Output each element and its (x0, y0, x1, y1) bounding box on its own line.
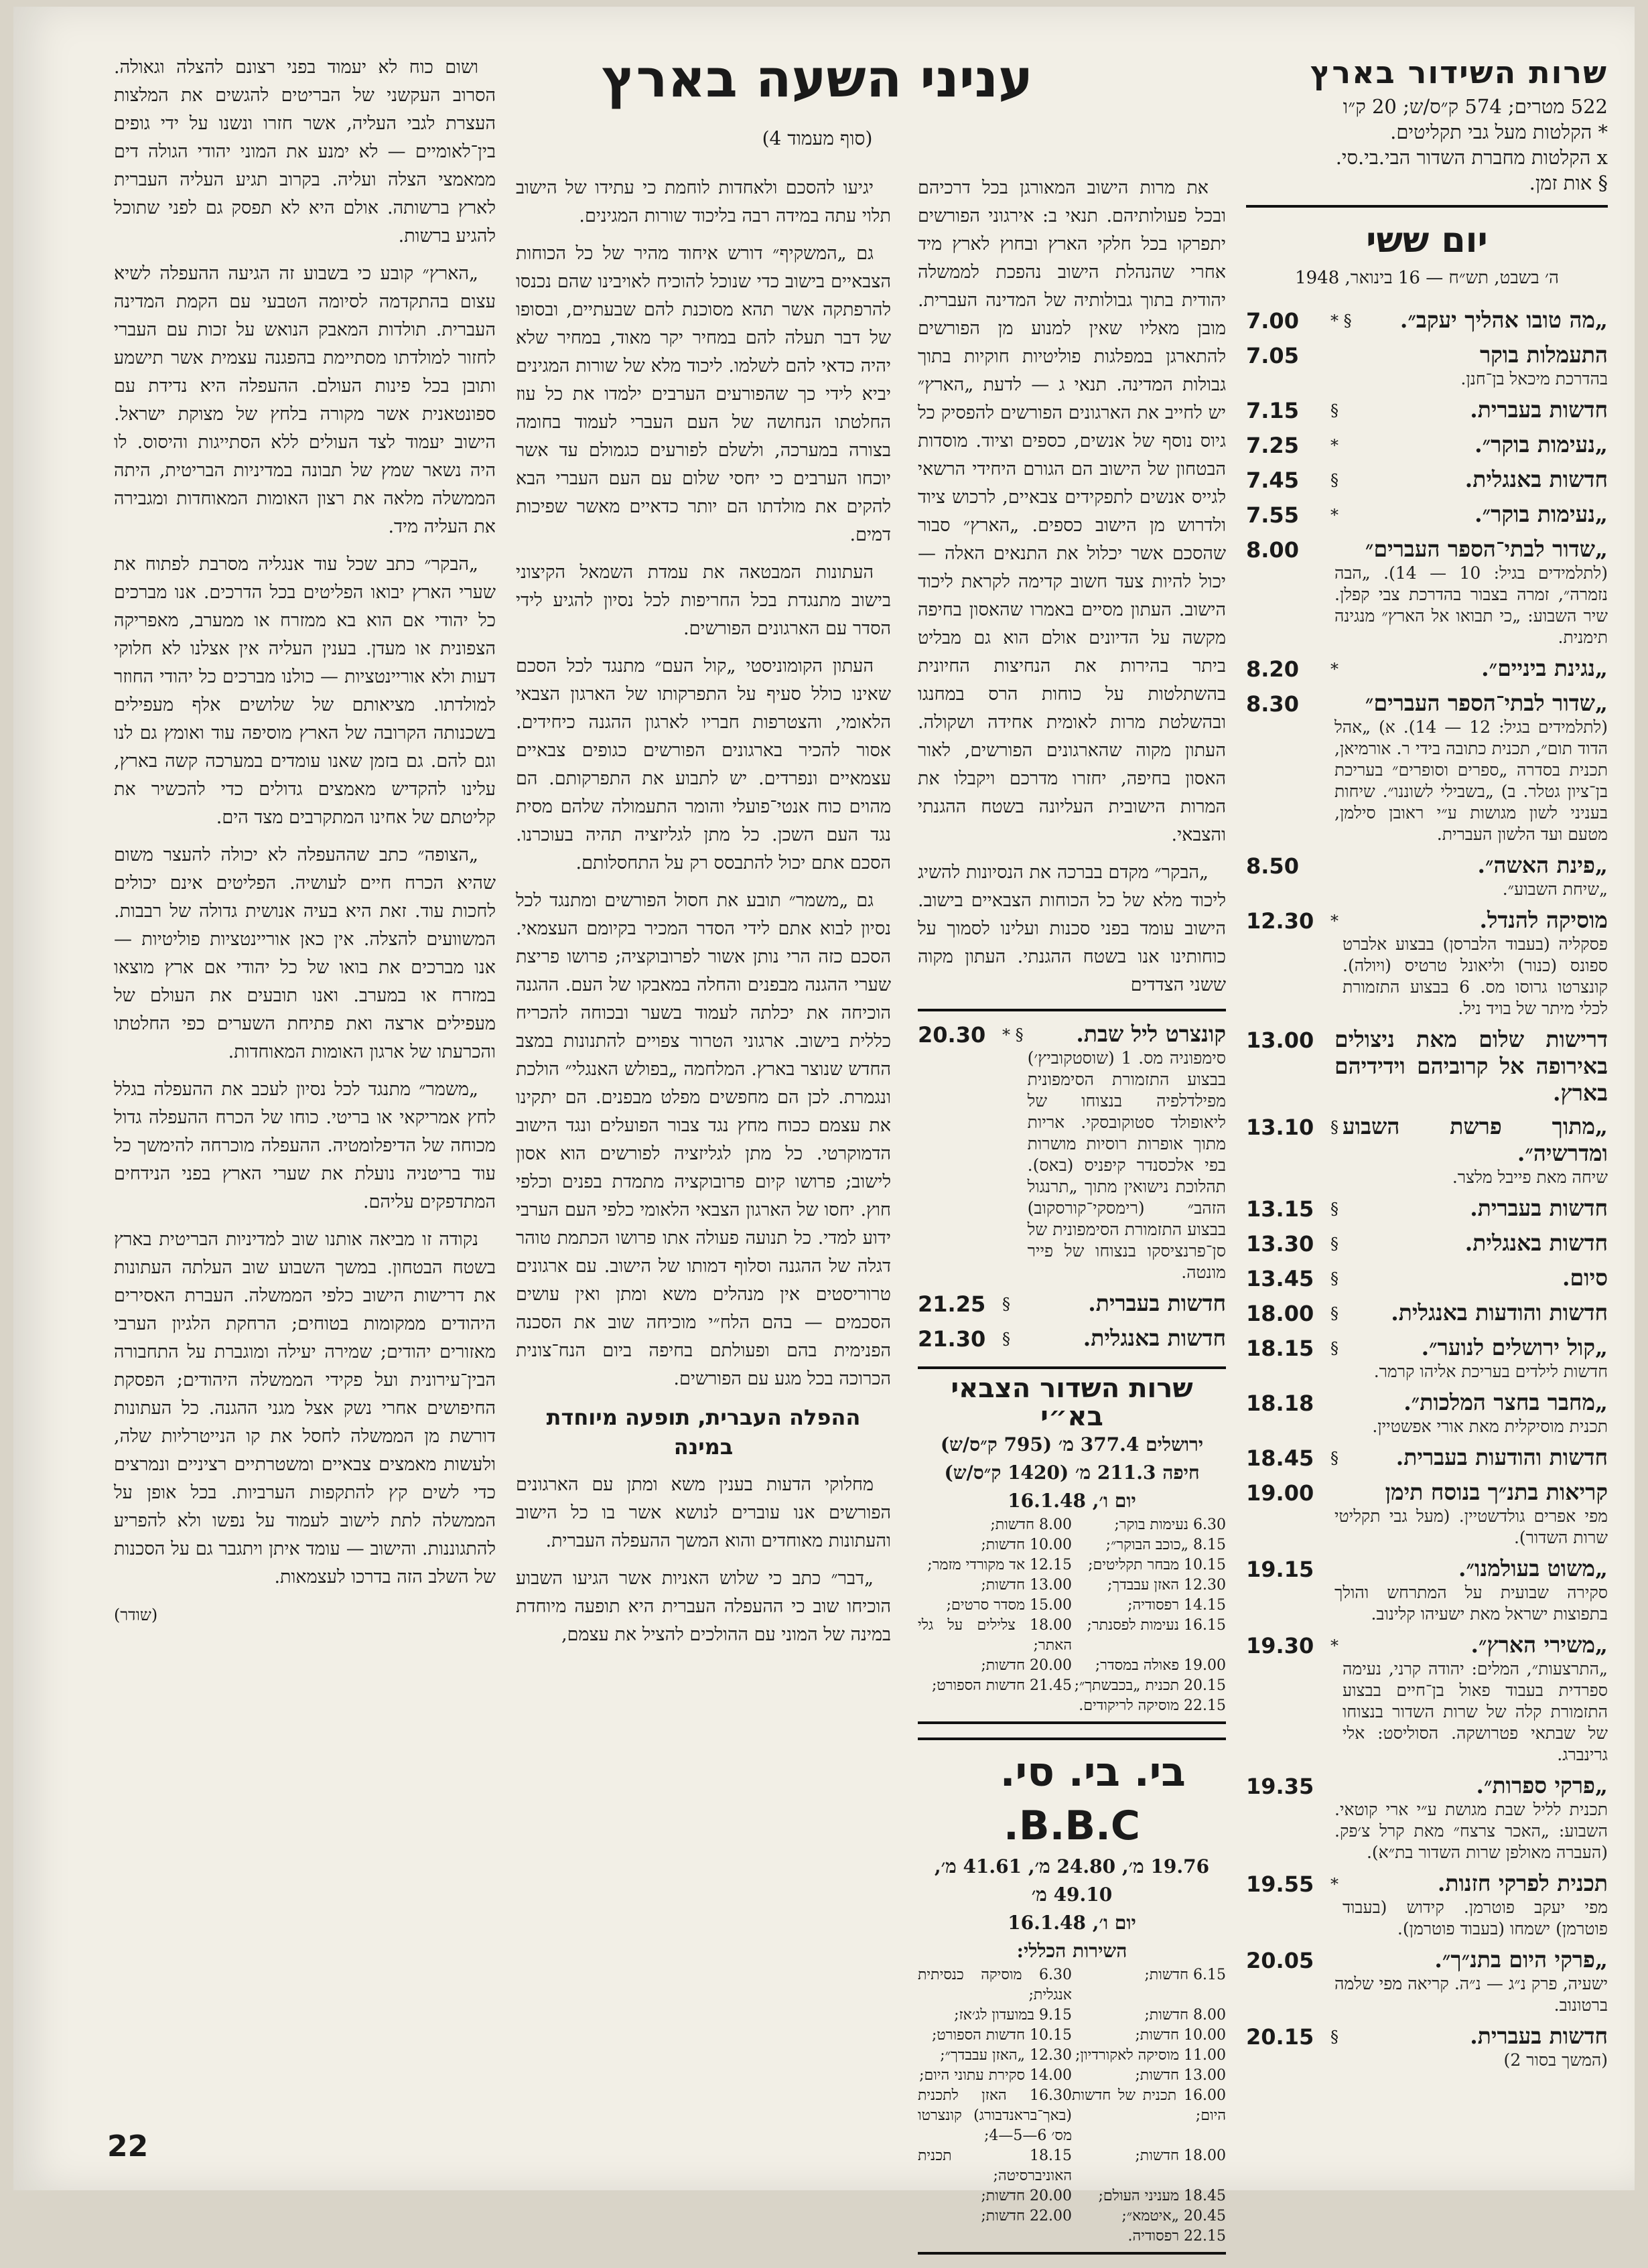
schedule-row (918, 2086, 1226, 2146)
schedule-item (1246, 1946, 1608, 2016)
program-desc: בהדרכת מיכאל בן־חנן. (1460, 369, 1608, 388)
program-marker-icon: § (1330, 2028, 1338, 2046)
schedule-cell: 6.30 מוסיקה כנסיתית אנגלית; (918, 1967, 1072, 2003)
program-time: 7.15 (1246, 398, 1299, 423)
schedule-item (1246, 1230, 1608, 1258)
schedule-cell: 20.00 חדשות; (981, 2188, 1072, 2204)
schedule-cell: 10.15 מבחר תקליטים; (1088, 1557, 1226, 1573)
program-desc: תכנית מוסיקלית מאת אורי אפשטיין. (1372, 1417, 1608, 1436)
program-marker-icon: * (1330, 1875, 1338, 1894)
schedule-cell: 18.45 מעניני העולם; (1098, 2188, 1226, 2204)
magazine-page (13, 7, 1635, 2245)
program-desc: (המשך בסור 2) (1503, 2050, 1608, 2070)
time-signal-icon: § (1002, 1330, 1010, 1348)
army-radio-haifa: חיפה 211.3 מ׳ (1420 ק״ס/ש) (944, 1462, 1200, 1484)
program-time: 18.18 (1246, 1391, 1314, 1416)
schedule-cell: 9.15 במועדון לג׳אז; (954, 2007, 1072, 2024)
schedule-row (918, 1575, 1226, 1596)
army-radio-date: יום ו׳, 16.1.48 (1008, 1490, 1136, 1512)
program-marker-icon: § (1330, 1269, 1338, 1288)
program-desc: מפי יעקב פוטרמן. קידוש (בעבוד פוטרמן) ישמחו (בעבוד פוטרמן). (1343, 1898, 1608, 1938)
bbc-service: השירות הכללי: (1016, 1940, 1127, 1962)
program-title: „פינת האשה״. (1477, 852, 1608, 878)
schedule-cell: 16.00 תכנית של חדשות היום; (1072, 2087, 1226, 2124)
program-time: 12.30 (1246, 908, 1314, 934)
bbc-date: יום ו׳, 16.1.48 (1008, 1912, 1136, 1934)
schedule-item (1246, 690, 1608, 845)
article-column-1 (918, 174, 1226, 2268)
program-time: 8.30 (1246, 691, 1299, 717)
program-marker-icon: § (1330, 1449, 1338, 1468)
program-time: 20.15 (1246, 2024, 1314, 2050)
bbc-frequency: 19.76 מ׳, 24.80 מ׳, 41.61 מ׳, 49.10 מ׳ (934, 1855, 1210, 1906)
schedule-row (918, 1535, 1226, 1555)
divider (1246, 205, 1608, 208)
program-time: 13.10 (1246, 1115, 1314, 1140)
program-title: „נגינת ביניים״. (1481, 655, 1608, 681)
schedule-cell: 16.15 נעימות לפסנתר; (1087, 1617, 1226, 1634)
schedule-cell: 8.15 „כוכב הבוקר״; (1105, 1537, 1226, 1553)
program-title: „נעימות בוקר״. (1474, 501, 1608, 527)
program-title: חדשות באנגלית. (1464, 1230, 1608, 1256)
schedule-cell: 12.30 האזן עבבדך; (1107, 1577, 1226, 1593)
divider (918, 1009, 1226, 1011)
program-title: „פרקי ספרות״. (1476, 1772, 1608, 1798)
program-time: 13.15 (1246, 1196, 1314, 1222)
schedule-cell (918, 1696, 1072, 1716)
paragraph: „דבר״ כתב כי שלוש האניות אשר הגיעו השבוע הוכיחו שוב כי ההעפלה העברית היא תופעה מיוחדת במינה של המוני עם ההולכים להציל את עצמם, (516, 1568, 891, 1645)
listing-title: חדשות בעברית. (1088, 1290, 1226, 1316)
program-time: 8.50 (1246, 853, 1299, 879)
schedule-item (1246, 1299, 1608, 1328)
schedule-item (1246, 1555, 1608, 1625)
schedule-row (918, 1965, 1226, 2005)
schedule-cell: 22.15 מוסיקה לריקודים. (1079, 1697, 1226, 1714)
program-title: „קול ירושלים לנוער״. (1421, 1334, 1608, 1360)
army-radio-box (918, 1366, 1226, 1724)
schedule-row (918, 2226, 1226, 2247)
date-line: ה׳ בשבט, תש״ח — 16 בינואר, 1948 (1295, 268, 1559, 288)
schedule-cell: 20.15 תכנית „בכבשתך״; (1074, 1677, 1226, 1694)
program-time: 13.45 (1246, 1266, 1314, 1291)
program-title: חדשות בעברית. (1470, 1195, 1608, 1221)
program-marker-icon: * (1330, 912, 1338, 930)
schedule-item (1246, 1265, 1608, 1293)
schedule-row (918, 1696, 1226, 1716)
schedule-cell: 16.30 האזן לתכנית (באך־בראנדבורג) קונצרטו מס׳ 6—5—4; (918, 2087, 1072, 2144)
schedule-row (918, 2146, 1226, 2186)
program-time: 18.00 (1246, 1301, 1314, 1326)
page-number: 22 (107, 2129, 149, 2164)
program-time: 7.05 (1246, 343, 1299, 368)
listing-title: חדשות באנגלית. (1083, 1325, 1226, 1351)
program-desc: פסקליה (בעבוד הלברסן) בבצוע אלברט ספונס (כנור) וליאונל טרטיס (ויולה). קונצרטו גרוסו מס. 6 בבצוע התזמורת לכלי מיתר של בויד ניל. (1343, 934, 1608, 1018)
program-time: 18.15 (1246, 1336, 1314, 1361)
schedule-row (918, 2186, 1226, 2206)
program-marker-icon: § (1330, 471, 1338, 490)
bbc-schedule (918, 1965, 1226, 2247)
listing (918, 1290, 1226, 1318)
program-time: 13.30 (1246, 1231, 1314, 1257)
program-title: „פרקי היום בתנ״ך״. (1434, 1946, 1608, 1973)
program-title: „שדור לבתי־הספר העברים״ (1365, 536, 1608, 562)
program-title: „משירי הארץ״. (1470, 1632, 1608, 1658)
program-title: חדשות והודעות בעברית. (1395, 1444, 1608, 1470)
schedule-item (1246, 466, 1608, 494)
schedule-cell: 8.00 חדשות; (1144, 2007, 1226, 2024)
program-title: מוסיקה להנדל. (1479, 907, 1608, 933)
program-title: התעמלות בוקר (1479, 342, 1608, 368)
program-marker-icon: § (1330, 1339, 1338, 1358)
bbc-hebrew: בי. בי. סי. (1000, 1749, 1186, 1796)
program-time: 19.35 (1246, 1774, 1314, 1799)
paragraph: „משמר״ מתנגד לכל נסיון לעכב את ההעפלה בגלל לחץ אמריקאי או בריטי. כוחו של הכרח ההעפלה גדול מכוחה של הדיפלומטיה. ההעפלה מוכרחה להימשך כל עוד בריטניה נועלת את שערי הארץ בפני הנידחים המתדפקים עליהם. (114, 1079, 496, 1212)
program-desc: שיחה מאת פייבל מלצר. (1452, 1167, 1608, 1187)
program-title: „נעימות בוקר״. (1474, 431, 1608, 457)
program-time: 20.05 (1246, 1948, 1314, 1973)
schedule-row (918, 1676, 1226, 1696)
program-marker-icon: § (1330, 401, 1338, 420)
program-title: „מתוך פרשת השבוע ומדרשיה״. (1343, 1113, 1608, 1166)
paragraph: ושום כוח לא יעמוד בפני רצונם להצלה וגאולה. הסרוב העקשני של הבריטים להגשים את המלצות העצרת לגבי העליה, אשר חזרו ונשנו על ידי גופים בין־לאומיים — לא ימנע את המוני יהודי הגולה דים ממאמצי הצלה ועליה. בקרוב תגיע העליה העברית לארץ ברשותה. אולם היא לא תפסק גם לפני שתוכל להגיע ברשות. (114, 57, 496, 246)
article-continuation-note: (סוף מעמוד 4) (762, 127, 873, 149)
concert-time: 20.30 (918, 1022, 986, 1048)
schedule-cell: 18.00 צלילים על גלי האתר; (918, 1617, 1072, 1654)
legend-bbc: x הקלטות מחברת השדור הבי.בי.סי. (1335, 146, 1608, 169)
bbc-box (918, 1738, 1226, 2255)
schedule-cell: 6.30 נעימות בוקר; (1114, 1516, 1226, 1533)
program-title: חדשות באנגלית. (1464, 466, 1608, 492)
paragraph: גם „משמר״ תובע את חסול הפורשים ומתנגד לכל נסיון לבוא אתם לידי הסדר המכיר בקיומם העצמאי. הסכם כזה הרי נותן אשור לפרובוקציה; פרושו פריצת שערי ההגנה מבפנים והחלה במאבקו של העם. ההגנה הוכיחה את יכלתה לעמוד בשער ובכוחה להכריח כללית בישוב. ארגוני הטרור צפויים להתנונות במצב החדש שנוצר בארץ. המלחמה „בפולש האנגלי״ הולכת ונגמרת. לכן הם מחפשים מפלט מבפנים. הם יתקינו את עצמם ככוח מחץ נגד צבור הפועלים ונגד הישוב הדמוקרטי. כל מתן לגליזציה לפורשים הוא אסון לישוב; פרושו קיום פרובוקציה מתמדת בפנים וכלפי חוץ. יחסו של הארגון הצבאי הלאומי כלפי העם הערבי ידוע למדי. כל תנועה פעולה אתו פרושו הכתמת טוהר דגלה של ההגנה וסלוף דמותו של הישוב. עם ארגונים טרוריסטים אין מנהלים משא ומתן ואין עושים הסכמים — בהם הלח״י מוכיחה שוב את הסכנה הפנימית בהם ופעולתם בחיפה ביום הנח־צונית הכרוכה בכל מגע עם הפורשים. (516, 890, 891, 1389)
schedule-cell (918, 2226, 1072, 2247)
schedule-item (1246, 655, 1608, 683)
program-marker-icon: * (1330, 660, 1338, 679)
program-time: 18.45 (1246, 1445, 1314, 1471)
schedule-row (918, 1555, 1226, 1575)
schedule-item (1246, 536, 1608, 648)
listing-time: 21.25 (918, 1291, 986, 1317)
program-time: 7.45 (1246, 468, 1299, 493)
program-desc: „שיחת השבוע״. (1502, 879, 1608, 899)
schedule-row (918, 2206, 1226, 2226)
program-title: דרישות שלום מאת ניצולים באירופה אל קרוביהם וידידיהם בארץ. (1334, 1026, 1608, 1106)
schedule-item (1246, 307, 1608, 335)
schedule-cell: 14.15 רפסודיה; (1127, 1597, 1226, 1614)
program-desc: תכנית לליל שבת מגושת ע״י ארי קוטאי. השבוע: „האכר צרצח״ מאת קרל צ׳פק. (העברה מאולפן שרות השדור בת״א). (1334, 1800, 1608, 1862)
concert-title: קונצרט ליל שבת. (1076, 1021, 1226, 1047)
program-title: קריאות בתנ״ך בנוסח תימן (1385, 1479, 1608, 1505)
schedule-item (1246, 1479, 1608, 1549)
schedule-row (918, 1656, 1226, 1676)
program-title: תכנית לפרקי חזנות. (1437, 1870, 1608, 1896)
program-title: חדשות והודעות באנגלית. (1391, 1299, 1608, 1326)
listing-time: 21.30 (918, 1326, 986, 1352)
program-time: 7.25 (1246, 433, 1299, 458)
program-desc: חדשות לילדים בעריכת אליהו קרמר. (1373, 1362, 1608, 1381)
schedule-item (1246, 852, 1608, 900)
schedule-row (918, 1616, 1226, 1656)
army-radio-schedule (918, 1515, 1226, 1716)
day-heading: יום ששי (1366, 220, 1488, 261)
schedule-cell: 21.45 חדשות הספורט; (931, 1677, 1072, 1694)
schedule-item (1246, 907, 1608, 1019)
schedule-frequency: 522 מטרים; 574 ק״ס/ש; 20 ק״ו (1343, 95, 1608, 118)
schedule-row (918, 1596, 1226, 1616)
legend-records: * הקלטות מעל גבי תקליטים. (1390, 121, 1608, 143)
paragraph: את מרות הישוב המאורגן בכל דרכיהם ובכל פעולותיהם. תנאי ב: אירגוני הפורשים יתפרקו בכל חלקי הארץ ובחוץ לארץ מיד אחרי שהנהלת הישוב נהפכת לממשלה יהודית בתוך גבולותיה של המדינה העברית. מובן מאליו שאין למנוע מן הפורשים להתארגן במפלגות פוליטיות חוקיות בתוך גבולות המדינה. תנאי ג — לדעת „הארץ״ יש לחייב את הארגונים הפורשים להפסיק כל גיוס נוסף של אנשים, כספים וציוד. מוסדות הבטחון של הישוב הם הגורם היחידי הרשאי לגייס אנשים לתפקידים צבאיים, לרכוש ציוד ולדרוש מן הישוב כספים. „הארץ״ סבור שהסכם אשר יכלול את התנאים האלה — יכול להיות צעד חשוב קדימה לקראת ליכוד הישוב. העתון מסיים באמרו שהאסון בחיפה מקשה על הדיונים אולם הוא גם מבליט ביתר בהירות את הנחיצות החיונית בהשתלטות על כוחות הרס במחנגו ובהשלטת מרות לאומית אחידה ושקולה. העתון מקוה שהארגונים הפורשים, לאור האסון בחיפה, יחזרו מדרכם ויקבלו את המרות הישובית העליונה בשטח ההגנתי והצבאי. (918, 178, 1226, 845)
program-marker-icon: * (1330, 506, 1338, 524)
concert-listing (918, 1021, 1226, 1283)
listing (918, 1325, 1226, 1353)
article-column-3 (114, 54, 496, 1629)
schedule-cell: 13.00 חדשות; (981, 1577, 1072, 1593)
program-time: 8.20 (1246, 656, 1299, 682)
paragraph: העתון הקומוניסטי „קול העם״ מתנגד לכל הסכם שאינו כולל סעיף על התפרקותו של הארגון הצבאי הלאומי, והצטרפות חבריו לארגון ההגנה כיחידים. אסור להכיר בארגונים הפורשים כגופים צבאיים עצמאיים ונפרדים. יש לתבוע את התפרקותם. הם מהוים כוח אנטי־פועלי והומר התעמולה שלהם מסית נגד העם השכן. כל מתן לגליזציה תהיה בעוכרנו. הסכם אתם יכול להתבסס רק על התחסלותם. (516, 656, 891, 873)
article-column-2 (516, 174, 891, 1658)
schedule-cell: 8.00 חדשות; (990, 1516, 1072, 1533)
schedule-cell: 20.45 „איטמא״; (1121, 2208, 1226, 2224)
program-marker-icon: § (1330, 1304, 1338, 1323)
time-signal-icon: § (1002, 1295, 1010, 1314)
record-marker-icon: § * (1002, 1025, 1024, 1044)
schedule-item (1246, 342, 1608, 390)
bbc-latin: B.B.C. (1004, 1802, 1140, 1849)
army-radio-jerusalem: ירושלים 377.4 מ׳ (795 ק״ס/ש) (940, 1433, 1204, 1456)
program-marker-icon: § (1330, 1200, 1338, 1218)
paragraph: „הבקר״ כתב שכל עוד אנגליה מסרבת לפתוח את שערי הארץ יבואו הפליטים בכל הדרכים. אנו מברכים כל יהודי אם הוא בא ממזרח או ממערב, מאפריקה הצפונית או מעדן. בענין העליה אין אצלנו לא חלוקי דעות ולא אוריינטציות — כולנו מברכים כל יהודי החוזר למולדתו. מציאותם של שלושים אלף מעפילים בשכנותה הקרובה של הארץ מוסיפה עוד ואומץ גם לנו וגם להם. גם בזמן שאנו עומדים במערכה קשה בארץ, עלינו להקדיש מאמצים גדולים כדי להכשיר את קליטתם של אחינו המתקרבים מצד הים. (114, 554, 496, 828)
schedule-item (1246, 1444, 1608, 1472)
paragraph: העתונות המבטאה את עמדת השמאל הקיצוני בישוב מתנגדת בכל החריפות לכל נסיון להגיע לידי הסדר עם הארגונים הפורשים. (516, 562, 891, 639)
schedule-item (1246, 1113, 1608, 1188)
program-desc: „התרצעות״, המלים: יהודה קרני, נעימה ספרדית בעבוד פאול בן־חיים בבצוע התזמורת קלה של שרות השדור בנצוחו של שבתאי פטרושקה. הסוליסט: אלי גרינברג. (1343, 1659, 1608, 1764)
legend-time-signal: § אות זמן. (1529, 171, 1608, 194)
program-title: סיום. (1562, 1265, 1608, 1291)
program-desc: ישעיה, פרק נ״ג — נ״ה. קריאה מפי שלמה ברטונוב. (1334, 1974, 1608, 2015)
article-credit: (שודר) (114, 1606, 158, 1624)
section-heading: ההפלה העברית, תופעה מיוחדת במינה (546, 1405, 861, 1460)
schedule-item (1246, 1026, 1608, 1107)
schedule-cell: 19.00 פאולה במסדר; (1095, 1657, 1226, 1674)
schedule-cell: 22.15 רפסודיה. (1127, 2228, 1226, 2245)
schedule-item (1246, 2023, 1608, 2071)
program-time: 19.15 (1246, 1557, 1314, 1582)
schedule-row (918, 2046, 1226, 2066)
schedule-row (918, 1515, 1226, 1535)
schedule-cell: 20.00 חדשות; (981, 1657, 1072, 1674)
program-title: חדשות בעברית. (1470, 397, 1608, 423)
schedule-cell: 18.00 חדשות; (1135, 2147, 1226, 2164)
radio-schedule (1246, 54, 1608, 2078)
schedule-cell: 12.15 אד מקורדי מזמר; (927, 1557, 1072, 1573)
schedule-item (1246, 501, 1608, 529)
program-desc: מפי אפרים גולדשטיין. (מעל גבי תקליטי שרות השדור). (1334, 1506, 1608, 1547)
schedule-cell: 10.15 חדשות הספורט; (931, 2027, 1072, 2044)
program-time: 19.00 (1246, 1480, 1314, 1506)
program-time: 7.00 (1246, 308, 1299, 334)
schedule-list (1246, 307, 1608, 2071)
program-marker-icon: § (1330, 1118, 1338, 1137)
article-title: עניני השעה בארץ (601, 49, 1034, 109)
program-title: „שדור לבתי־הספר העברים״ (1365, 690, 1608, 716)
schedule-cell: 15.00 מסדר סרטים; (946, 1597, 1072, 1614)
program-title: חדשות בעברית. (1470, 2023, 1608, 2049)
schedule-row (918, 2066, 1226, 2086)
schedule-cell: 22.00 חדשות; (981, 2208, 1072, 2224)
program-time: 19.55 (1246, 1871, 1314, 1897)
program-desc: (לתלמידים בגיל: 10 — 14). „הבה נזמרה״, זמרה בצבור בהדרכת צבי קפלן. שיר השבוע: „כי תבואו אל הארץ״ מנגינה תימנית. (1334, 563, 1608, 647)
schedule-cell: 14.00 סקירת עתוני היום; (919, 2067, 1072, 2084)
concert-desc: סימפוניה מס. 1 (שוסטקוביץ׳) בבצוע התזמורת הסימפונית מפילדלפיה בנצוחו של ליאופולד סטוקובסקי. אריות מתוך אופרות רוסיות מושרות בפי אלכסנדר קיפניס (באס). תהלוכת נישואין מתוך „תרנגול הזהב״ (רימסקי־קורסקוב) בבצוע התזמורת הסימפונית של סן־פרנציסקו בנצוחו של פייר מונטה. (1027, 1048, 1226, 1282)
paragraph: „הצופה״ כתב שההעפלה לא יכולה להעצר משום שהיא הכרח חיים לעושיה. הפליטים אינם יכולים לחכות עוד. זאת היא בעיה אנושית גדולה של רבבות. המשוועים להצלה. אין כאן אוריינטציות פוליטיות — אנו מברכים את בואו של כל יהודי אם ארץ מוצאו במזרח או במערב. ואנו תובעים את העולם של מעפילים ארצה ואת פתיחת השערים כפי החלטתו והכרעתו של ארגון האומות המאוחדות. (114, 845, 496, 1062)
schedule-title: שרות השידור בארץ (1310, 54, 1608, 90)
schedule-item (1246, 1389, 1608, 1437)
paragraph: יגיעו להסכם ולאחדות לוחמת כי עתידו של הישוב תלוי עתה במידה רבה בליכוד שורות המגינים. (516, 178, 891, 226)
schedule-cell: 6.15 חדשות; (1144, 1967, 1226, 1983)
schedule-item (1246, 1632, 1608, 1766)
program-marker-icon: * (1330, 1636, 1338, 1655)
paragraph: גם „המשקיף״ דורש איחוד מהיר של כל הכוחות הצבאיים בישוב כדי שנוכל להוכיח לאויבינו שהם נכנסו להרפתקה אשר תהא מסוכנת להם שבעתיים, ובסופו של דבר תעלה להם במחיר יקר מאוד, במחיר שלא יהיה כדאי להם לשלמו. ליכוד מלא של שורות המגינים יביא לידי כך שהפורעים הערבים ילמדו את כל עוז החלטתו הנחושה של העם העברי לעמוד בחומה בצורה במערכה, ולשלם לפורעים כגמולם עד אשר יוכחו הערבים כי יחסי שלום עם העם העברי הבא להקים את מולדתו הם יותר כדאיים מאשר שפיכות דמים. (516, 243, 891, 545)
paragraph: „הבקר״ מקדם בברכה את הנסיונות להשיג ליכוד מלא של כל הכוחות הצבאיים בישוב. הישוב עומד בפני סכנות ועלינו לסמוך על כוחותינו אנו בשטח ההגנתי. העתון מקוה ששני הצדדים (918, 862, 1226, 995)
program-time: 8.00 (1246, 537, 1299, 563)
schedule-cell: 12.30 „האזן עבבדך״; (940, 2047, 1072, 2064)
program-marker-icon: § (1330, 1234, 1338, 1253)
schedule-item (1246, 397, 1608, 425)
schedule-item (1246, 431, 1608, 459)
program-title: „משוט בעולמנו״. (1458, 1555, 1608, 1581)
schedule-row (918, 2026, 1226, 2046)
army-radio-title: שרות השדור הצבאי בא״י (951, 1373, 1193, 1432)
program-time: 13.00 (1246, 1027, 1314, 1053)
schedule-cell: 11.00 מוסיקה לאקורדיון; (1075, 2047, 1226, 2064)
program-time: 19.30 (1246, 1633, 1314, 1658)
program-title: „מה טובו אהליך יעקב״. (1399, 307, 1608, 333)
paragraph: מחלוקי הדעות בענין משא ומתן עם הארגונים הפורשים אנו עוברים לנושא אשר בו כל הישוב והעתונות מאוחדים והוא המשך ההעפלה העברית. (516, 1474, 891, 1551)
program-marker-icon: * (1330, 436, 1338, 455)
schedule-cell: 18.15 תכנית האוניברסיטה; (918, 2147, 1072, 2184)
paragraph: נקודה זו מביאה אותנו שוב למדיניות הבריטית בארץ בשטח הבטחון. במשך השבוע שוב העלתה העתונות את דרישות הישוב כלפי הממשלה. העברת האסירים היהודים ממקומות בטוחים; הרחקת הלגיון הערבי מאזורים יהודים; שמירה יעילה ומוגברת על התחבורה הבין־עירונית ועל פקידי הממשלה היהודים; הפסקת החיפושים אחרי נשק אצל מגני ההגנה. כל העתונות דורשת מן הממשלה לחסל את קו הנייטרליות שלה, ולעשות מאמצים צבאיים ומשטרתיים רציניים ונמרצים כדי לשים קץ להתקפות הערביות. בכל אופן על הממשלה לתת לישוב לעמוד על נפשו ולא להפריע להתגוננות. והישוב — עומד איתן ויתגבר גם על הסכנות של השלב הזה בדרכו לעצמאות. (114, 1229, 496, 1587)
program-desc: (לתלמידים בגיל: 12 — 14). א) „אהל הדוד תום״, תכנית כתובה בידי ר. אורמיאן, תכנית בסדרה „ספרים וסופרים״ בעריכת בן־ציון גטלר. ב) „בשבילי לשוננו״. שיחות בעניני לשון מגושות ע״י ראובן סילמן, מטעם ועד הלשון העברית. (1334, 717, 1608, 844)
schedule-row (918, 2005, 1226, 2026)
schedule-item (1246, 1870, 1608, 1940)
program-title: „מחבר בחצר המלכות״. (1403, 1389, 1608, 1415)
program-desc: סקירה שבועית על המתרחש והולך בתפוצות ישראל מאת ישעיהו קלינוב. (1334, 1583, 1608, 1624)
schedule-item (1246, 1195, 1608, 1223)
schedule-item (1246, 1772, 1608, 1863)
schedule-cell: 13.00 חדשות; (1135, 2067, 1226, 2084)
program-marker-icon: § * (1330, 311, 1352, 330)
bbc-title (918, 1746, 1226, 1853)
paragraph: „הארץ״ קובע כי בשבוע זה הגיעה ההעפלה לשיא עצום בהתקדמה לסיומה הטבעי עם הקמת המדינה העברית. תולדות המאבק הנואש על זכות עם העברי לחזור למולדתו מסתיימת בהפגנה עצמית אשר תישמע ותובן בכל פינות העולם. ההעפלה היא נדידת עם ספונטאנית אשר מקורה בלחץ של מצוקת ישראל. הישוב יעמוד לצד העולים ללא הסתייגות והיסוס. לו היה נשאר שמץ של תבונה במדיניות הבריטית, היתה הממשלה מלאה את רצון האומות המאוחדות ומגבירה את העליה מיד. (114, 263, 496, 537)
program-time: 7.55 (1246, 502, 1299, 528)
schedule-item (1246, 1334, 1608, 1383)
schedule-cell: 10.00 חדשות; (1135, 2027, 1226, 2044)
schedule-cell: 10.00 חדשות; (981, 1537, 1072, 1553)
